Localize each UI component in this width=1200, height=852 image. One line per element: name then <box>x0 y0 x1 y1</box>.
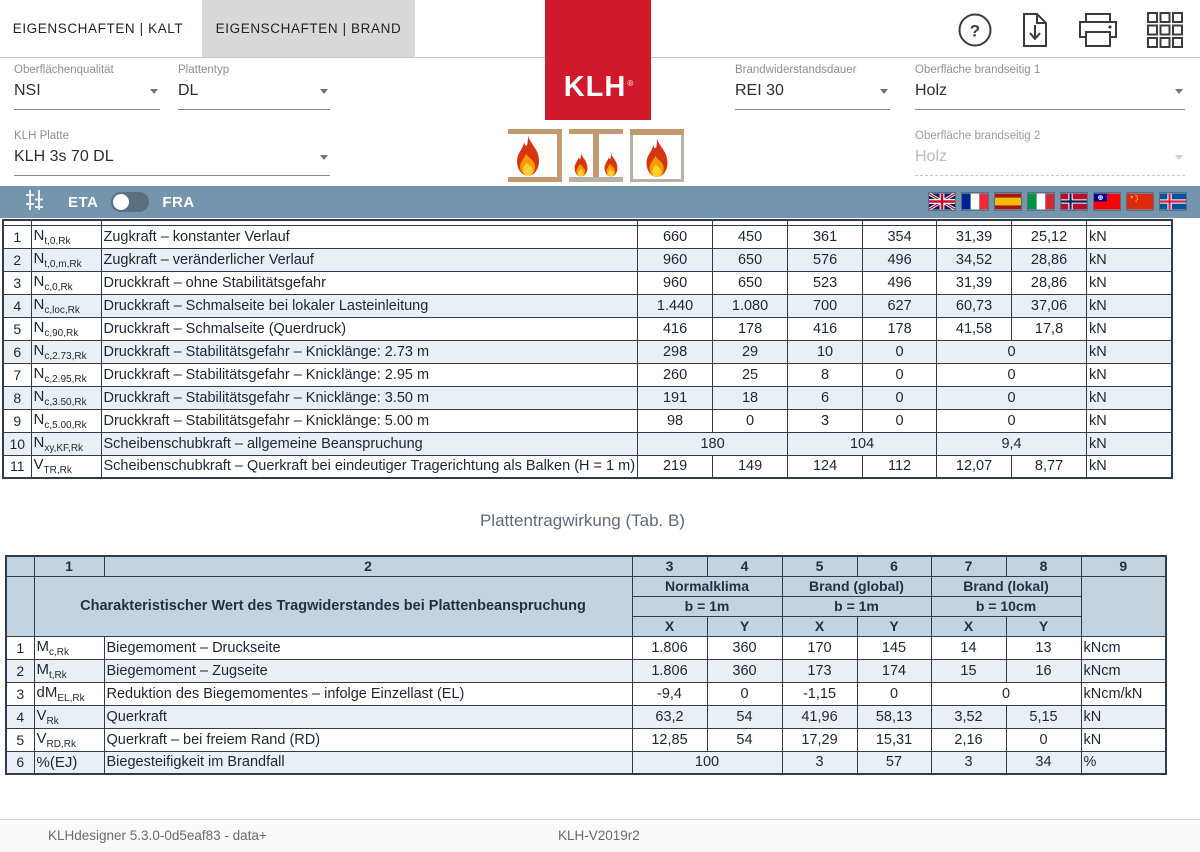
unit-cell: kN <box>1087 225 1172 248</box>
value-cell: 149 <box>713 455 788 478</box>
row-number-cell: 10 <box>3 432 31 455</box>
symbol-cell: $N_{c,loc,Rk}$ <box>31 294 101 317</box>
field-value: KLH 3s 70 DL <box>14 148 330 176</box>
value-cell: 17,29 <box>782 728 857 751</box>
value-cell: 12,85 <box>632 728 707 751</box>
value-cell: 41,58 <box>937 317 1012 340</box>
description-cell: Biegemoment – Zugseite <box>104 659 632 682</box>
field-value: Holz <box>915 148 1185 176</box>
row-number-cell: 3 <box>6 682 34 705</box>
row-number-cell: 3 <box>3 271 31 294</box>
value-cell: 25 <box>713 363 788 386</box>
row-number-cell: 8 <box>3 386 31 409</box>
description-cell: Biegemoment – Druckseite <box>104 636 632 659</box>
description-cell: Druckkraft – ohne Stabilitätsgefahr <box>101 271 638 294</box>
value-cell: 0 <box>713 409 788 432</box>
oberflaechenqualitaet-select[interactable] <box>14 64 160 110</box>
width-label-cell: b = 10cm <box>931 596 1081 616</box>
column-number-cell: 1 <box>34 556 104 576</box>
column-numbers-row <box>6 556 1166 576</box>
table-row <box>6 682 1166 705</box>
value-cell: 173 <box>782 659 857 682</box>
symbol-cell: $N_{t,0,m,Rk}$ <box>31 248 101 271</box>
querschnittswerte-table <box>2 219 1173 479</box>
description-cell: Zugkraft – konstanter Verlauf <box>101 225 638 248</box>
description-cell: Querkraft – bei freiem Rand (RD) <box>104 728 632 751</box>
apps-grid-icon[interactable] <box>1146 11 1184 49</box>
table-row <box>3 340 1172 363</box>
value-cell: 12,07 <box>937 455 1012 478</box>
column-number-cell: 5 <box>782 556 857 576</box>
value-cell: 174 <box>857 659 931 682</box>
value-cell: 31,39 <box>937 271 1012 294</box>
axis-label-cell: X <box>931 616 1006 636</box>
value-cell: 191 <box>638 386 713 409</box>
value-cell: 360 <box>707 636 782 659</box>
value-cell: 14 <box>931 636 1006 659</box>
data-version-text: KLH-V2019r2 <box>558 828 640 843</box>
symbol-cell: $M_{t,Rk}$ <box>34 659 104 682</box>
brandwiderstandsdauer-select[interactable] <box>735 64 890 110</box>
value-cell: 54 <box>707 728 782 751</box>
field-label: KLH Platte <box>14 130 69 142</box>
value-cell: 8 <box>788 363 863 386</box>
table-row <box>3 271 1172 294</box>
chevron-down-icon <box>150 89 158 94</box>
unit-cell: kN <box>1081 728 1166 751</box>
value-cell: 37,06 <box>1012 294 1087 317</box>
status-bar <box>0 819 1200 852</box>
symbol-cell: $N_{xy,KF,Rk}$ <box>31 432 101 455</box>
value-cell: -1,15 <box>782 682 857 705</box>
axis-label-cell: Y <box>857 616 931 636</box>
unit-cell: kN <box>1087 363 1172 386</box>
value-cell: 25,12 <box>1012 225 1087 248</box>
field-label: Oberfläche brandseitig 1 <box>915 64 1041 76</box>
value-cell: 496 <box>863 248 937 271</box>
description-cell: Reduktion des Biegemomentes – infolge Einzellast (EL) <box>104 682 632 705</box>
chevron-down-icon <box>320 155 328 160</box>
value-cell: 100 <box>632 751 782 774</box>
tab-eigenschaften-kalt[interactable]: EIGENSCHAFTEN | KALT <box>0 0 196 57</box>
header-icon-group <box>957 11 1184 49</box>
chevron-down-icon <box>880 89 888 94</box>
value-cell: 112 <box>863 455 937 478</box>
value-cell: 960 <box>638 248 713 271</box>
flag-spain-icon[interactable] <box>995 193 1021 210</box>
row-number-cell: 4 <box>6 705 34 728</box>
value-cell: 15 <box>931 659 1006 682</box>
group-label-cell: Brand (lokal) <box>931 576 1081 596</box>
row-number-cell: 5 <box>6 728 34 751</box>
value-cell: 450 <box>713 225 788 248</box>
value-cell: 0 <box>937 386 1087 409</box>
flag-norway-icon[interactable] <box>1061 193 1087 210</box>
value-cell: 219 <box>638 455 713 478</box>
value-cell: 6 <box>788 386 863 409</box>
column-number-cell: 9 <box>1081 556 1166 576</box>
corner-cell <box>6 576 34 636</box>
value-cell: 650 <box>713 248 788 271</box>
row-number-cell: 1 <box>6 636 34 659</box>
value-cell: 31,39 <box>937 225 1012 248</box>
value-cell: 104 <box>788 432 937 455</box>
unit-cell: kNcm/kN <box>1081 682 1166 705</box>
table-row <box>3 363 1172 386</box>
axis-label-cell: Y <box>1006 616 1081 636</box>
column-number-cell: 8 <box>1006 556 1081 576</box>
value-cell: 178 <box>713 317 788 340</box>
symbol-cell: $N_{c,3.50,Rk}$ <box>31 386 101 409</box>
unit-cell: kN <box>1087 432 1172 455</box>
help-icon[interactable] <box>957 12 993 48</box>
value-cell: 170 <box>782 636 857 659</box>
table-row <box>6 659 1166 682</box>
unit-cell: kN <box>1087 248 1172 271</box>
value-cell: -9,4 <box>632 682 707 705</box>
value-cell: 627 <box>863 294 937 317</box>
field-label: Brandwiderstandsdauer <box>735 64 857 76</box>
value-cell: 260 <box>638 363 713 386</box>
flame-icon <box>600 152 622 178</box>
description-cell: Zugkraft – veränderlicher Verlauf <box>101 248 638 271</box>
symbol-cell: $V_{TR,Rk}$ <box>31 455 101 478</box>
klh-logo-registered-mark: ® <box>627 79 634 88</box>
options-toolbar <box>0 186 1200 218</box>
field-value: NSI <box>14 82 160 110</box>
unit-cell: kNcm <box>1081 659 1166 682</box>
value-cell: 63,2 <box>632 705 707 728</box>
table-row <box>3 386 1172 409</box>
fire-both-sides-panel-icon <box>569 129 623 182</box>
fire-side-panel-icon <box>508 129 562 182</box>
plattentragwirkung-table <box>5 555 1167 775</box>
value-cell: 10 <box>788 340 863 363</box>
value-cell: 180 <box>638 432 788 455</box>
table-row <box>3 248 1172 271</box>
value-cell: 0 <box>863 409 937 432</box>
row-number-cell: 2 <box>3 248 31 271</box>
flag-italy-icon[interactable] <box>1028 193 1054 210</box>
column-number-cell: 2 <box>104 556 632 576</box>
axis-label-cell: Y <box>707 616 782 636</box>
table-row <box>3 409 1172 432</box>
value-cell: 523 <box>788 271 863 294</box>
description-cell: Druckkraft – Stabilitätsgefahr – Knicklänge: 2.95 m <box>101 363 638 386</box>
table-row <box>6 728 1166 751</box>
fire-full-panel-icon <box>630 129 684 182</box>
column-number-cell: 3 <box>632 556 707 576</box>
flame-icon <box>509 134 547 178</box>
fra-label[interactable]: FRA <box>162 193 195 211</box>
table-row <box>6 636 1166 659</box>
value-cell: 360 <box>707 659 782 682</box>
value-cell: 3 <box>931 751 1006 774</box>
unit-cell: kN <box>1087 340 1172 363</box>
print-icon[interactable] <box>1077 12 1119 48</box>
symbol-cell: $dM_{EL,Rk}$ <box>34 682 104 705</box>
symbol-cell: $N_{c,5.00,Rk}$ <box>31 409 101 432</box>
column-number-cell <box>6 556 34 576</box>
toggle-knob <box>113 194 129 210</box>
table2-caption-cell: Charakteristischer Wert des Tragwiderstandes bei Plattenbeanspruchung <box>34 576 632 636</box>
chevron-down-icon <box>320 89 328 94</box>
description-cell: Druckkraft – Stabilitätsgefahr – Knicklänge: 2.73 m <box>101 340 638 363</box>
section-title: Plattentragwirkung (Tab. B) <box>479 511 686 530</box>
table-row <box>3 317 1172 340</box>
value-cell: 361 <box>788 225 863 248</box>
unit-cell: kN <box>1087 455 1172 478</box>
value-cell: 3,52 <box>931 705 1006 728</box>
column-number-cell: 7 <box>931 556 1006 576</box>
table-row <box>6 751 1166 774</box>
value-cell: 0 <box>931 682 1081 705</box>
value-cell: 5,15 <box>1006 705 1081 728</box>
value-cell: 178 <box>863 317 937 340</box>
value-cell: 960 <box>638 271 713 294</box>
value-cell: 576 <box>788 248 863 271</box>
download-icon[interactable] <box>1020 12 1050 48</box>
table-row <box>6 705 1166 728</box>
klh-platte-select[interactable] <box>14 130 330 176</box>
description-cell: Scheibenschubkraft – Querkraft bei eindeutiger Tragerichtung als Balken (H = 1 m) <box>101 455 638 478</box>
table-row <box>3 455 1172 478</box>
column-number-cell: 6 <box>857 556 931 576</box>
description-cell: Biegesteifigkeit im Brandfall <box>104 751 632 774</box>
width-label-cell: b = 1m <box>632 596 782 616</box>
value-cell: 8,77 <box>1012 455 1087 478</box>
symbol-cell: $N_{c,90,Rk}$ <box>31 317 101 340</box>
value-cell: 0 <box>937 409 1087 432</box>
klh-logo <box>545 0 651 120</box>
value-cell: 28,86 <box>1012 248 1087 271</box>
unit-cell: % <box>1081 751 1166 774</box>
value-cell: 700 <box>788 294 863 317</box>
plattentyp-select[interactable] <box>178 64 330 110</box>
value-cell: 54 <box>707 705 782 728</box>
axis-label-cell: X <box>782 616 857 636</box>
value-cell: 0 <box>863 340 937 363</box>
symbol-cell: $V_{Rk}$ <box>34 705 104 728</box>
tab-eigenschaften-brand[interactable]: EIGENSCHAFTEN | BRAND <box>202 0 415 57</box>
app-version-text: KLHdesigner 5.3.0-0d5eaf83 - data+ <box>48 828 267 843</box>
unit-cell: kN <box>1087 317 1172 340</box>
value-cell: 18 <box>713 386 788 409</box>
value-cell: 57 <box>857 751 931 774</box>
unit-cell: kNcm <box>1081 636 1166 659</box>
field-value: Holz <box>915 82 1185 110</box>
value-cell: 1.806 <box>632 636 707 659</box>
flag-iceland-icon[interactable] <box>1160 193 1186 210</box>
value-cell: 16 <box>1006 659 1081 682</box>
value-cell: 145 <box>857 636 931 659</box>
value-cell: 416 <box>638 317 713 340</box>
row-number-cell: 2 <box>6 659 34 682</box>
value-cell: 1.080 <box>713 294 788 317</box>
row-number-cell: 5 <box>3 317 31 340</box>
symbol-cell: $M_{c,Rk}$ <box>34 636 104 659</box>
field-value: DL <box>178 82 330 110</box>
value-cell: 416 <box>788 317 863 340</box>
description-cell: Druckkraft – Stabilitätsgefahr – Knicklänge: 3.50 m <box>101 386 638 409</box>
value-cell: 660 <box>638 225 713 248</box>
flag-china-icon[interactable] <box>1127 193 1153 210</box>
symbol-cell: $V_{RD,Rk}$ <box>34 728 104 751</box>
value-cell: 0 <box>937 363 1087 386</box>
value-cell: 3 <box>782 751 857 774</box>
symbol-cell: $N_{c,2.73,Rk}$ <box>31 340 101 363</box>
value-cell: 496 <box>863 271 937 294</box>
chevron-down-icon <box>1175 89 1183 94</box>
table-row <box>3 432 1172 455</box>
value-cell: 17,8 <box>1012 317 1087 340</box>
filter-sliders-icon[interactable] <box>22 189 46 216</box>
group-labels-row <box>6 576 1166 596</box>
value-cell: 34,52 <box>937 248 1012 271</box>
symbol-cell: %(EJ) <box>34 751 104 774</box>
value-cell: 2,16 <box>931 728 1006 751</box>
value-cell: 60,73 <box>937 294 1012 317</box>
value-cell: 124 <box>788 455 863 478</box>
field-label: Oberflächenqualität <box>14 64 114 76</box>
field-label: Plattentyp <box>178 64 230 76</box>
value-cell: 98 <box>638 409 713 432</box>
value-cell: 15,31 <box>857 728 931 751</box>
oberflaeche-brandseitig-2-select <box>915 130 1185 176</box>
eta-label[interactable]: ETA <box>68 193 99 211</box>
flag-uk-icon[interactable] <box>929 193 955 210</box>
flame-icon <box>639 137 675 179</box>
unit-header-cell <box>1081 576 1166 636</box>
oberflaeche-brandseitig-1-select[interactable] <box>915 64 1185 110</box>
table-row <box>3 225 1172 248</box>
table-row <box>3 294 1172 317</box>
description-cell: Querkraft <box>104 705 632 728</box>
width-label-cell: b = 1m <box>782 596 931 616</box>
symbol-cell: $N_{t,0,Rk}$ <box>31 225 101 248</box>
value-cell: 3 <box>788 409 863 432</box>
value-cell: 58,13 <box>857 705 931 728</box>
group-label-cell: Normalklima <box>632 576 782 596</box>
description-cell: Druckkraft – Stabilitätsgefahr – Knicklänge: 5.00 m <box>101 409 638 432</box>
row-number-cell: 9 <box>3 409 31 432</box>
value-cell: 28,86 <box>1012 271 1087 294</box>
value-cell: 650 <box>713 271 788 294</box>
row-number-cell: 6 <box>3 340 31 363</box>
value-cell: 1.440 <box>638 294 713 317</box>
group-label-cell: Brand (global) <box>782 576 931 596</box>
value-cell: 29 <box>713 340 788 363</box>
value-cell: 354 <box>863 225 937 248</box>
flag-france-icon[interactable] <box>962 193 988 210</box>
unit-cell: kN <box>1081 705 1166 728</box>
value-cell: 298 <box>638 340 713 363</box>
unit-cell: kN <box>1087 386 1172 409</box>
unit-cell: kN <box>1087 271 1172 294</box>
row-number-cell: 1 <box>3 225 31 248</box>
flag-taiwan-icon[interactable] <box>1094 193 1120 210</box>
klh-logo-text: KLH <box>563 71 627 103</box>
value-cell: 13 <box>1006 636 1081 659</box>
field-value: REI 30 <box>735 82 890 110</box>
description-cell: Druckkraft – Schmalseite bei lokaler Lasteinleitung <box>101 294 638 317</box>
value-cell: 34 <box>1006 751 1081 774</box>
symbol-cell: $N_{c,2.95,Rk}$ <box>31 363 101 386</box>
symbol-cell: $N_{c,0,Rk}$ <box>31 271 101 294</box>
row-number-cell: 4 <box>3 294 31 317</box>
flame-icon <box>570 152 592 178</box>
description-cell: Druckkraft – Schmalseite (Querdruck) <box>101 317 638 340</box>
row-number-cell: 11 <box>3 455 31 478</box>
value-cell: 0 <box>863 363 937 386</box>
value-cell: 9,4 <box>937 432 1087 455</box>
field-label: Oberfläche brandseitig 2 <box>915 130 1041 142</box>
eta-fra-toggle[interactable] <box>111 192 149 212</box>
axis-label-cell: X <box>632 616 707 636</box>
value-cell: 41,96 <box>782 705 857 728</box>
language-flags <box>929 193 1186 210</box>
value-cell: 0 <box>863 386 937 409</box>
unit-cell: kN <box>1087 409 1172 432</box>
row-number-cell: 6 <box>6 751 34 774</box>
description-cell: Scheibenschubkraft – allgemeine Beanspruchung <box>101 432 638 455</box>
value-cell: 0 <box>707 682 782 705</box>
value-cell: 0 <box>1006 728 1081 751</box>
row-number-cell: 7 <box>3 363 31 386</box>
unit-cell: kN <box>1087 294 1172 317</box>
svg-text:?: ? <box>969 21 981 41</box>
value-cell: 0 <box>937 340 1087 363</box>
value-cell: 0 <box>857 682 931 705</box>
value-cell: 1.806 <box>632 659 707 682</box>
chevron-down-icon <box>1175 155 1183 160</box>
column-number-cell: 4 <box>707 556 782 576</box>
